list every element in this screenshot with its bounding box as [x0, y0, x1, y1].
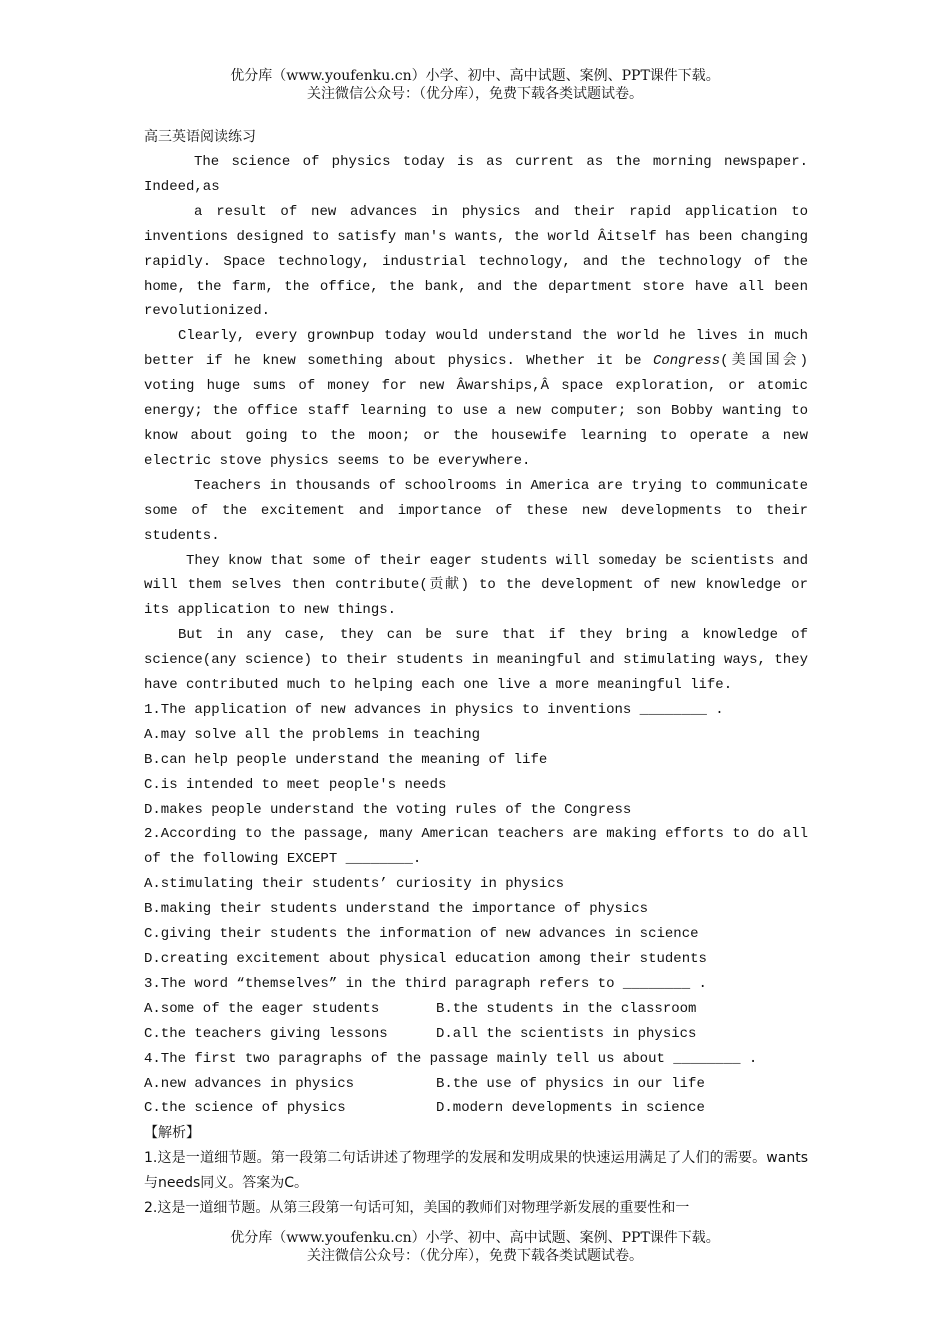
footer-line-2: 关注微信公众号：（优分库），免费下载各类试题试卷。	[307, 1248, 643, 1264]
document-body	[144, 150, 808, 1221]
question-4-options-row-2	[144, 1096, 808, 1121]
question-2-option-a: A.stimulating their students’ curiosity in physics	[144, 876, 565, 893]
passage-paragraph-1: The science of physics today is as current as the morning newspaper. Indeed,as	[144, 154, 808, 195]
passage-paragraph-4: Teachers in thousands of schoolrooms in America are trying to communicate some of the excitement and importance of these new developments to their students.	[144, 477, 808, 544]
page-footer	[0, 1229, 950, 1265]
question-4-option-b: B.the use of physics in our life	[436, 1075, 705, 1092]
question-1-option-c: C.is intended to meet people′s needs	[144, 776, 447, 793]
question-4-options-row-1	[144, 1072, 808, 1097]
question-2-stem: 2.According to the passage, many American teachers are making efforts to do all of the following EXCEPT ________.	[144, 826, 808, 868]
passage-paragraph-5: They know that some of their eager students will someday be scientists and will them selves then contribute(贡献) to the development of new knowledge or its application to new things.	[144, 552, 808, 619]
header-line-2: 关注微信公众号：（优分库），免费下载各类试题试卷。	[307, 86, 643, 102]
question-1-option-b: B.can help people understand the meaning of life	[144, 751, 548, 768]
question-2-option-b: B.making their students understand the importance of physics	[144, 901, 649, 918]
question-3-option-d: D.all the scientists in physics	[436, 1025, 697, 1042]
passage-paragraph-3-part-b: (美国国会) voting huge sums of money for new Âwarships,Â space exploration, or atomic energy; the office staff learning to use a new computer; son Bobby wanting to know about going to the moon; or the housewife learning to operate a new electric stove physics seems to be everywhere.	[144, 353, 808, 469]
question-3-option-b: B.the students in the classroom	[436, 1000, 697, 1017]
question-4-stem: 4.The first two paragraphs of the passage mainly tell us about ________ .	[144, 1050, 758, 1067]
question-4-option-d: D.modern developments in science	[436, 1100, 705, 1117]
document-title: 高三英语阅读练习	[144, 129, 256, 145]
question-4-option-c: C.the science of physics	[144, 1100, 346, 1117]
question-2-option-d: D.creating excitement about physical education among their students	[144, 951, 707, 967]
analysis-heading: 【解析】	[144, 1125, 200, 1142]
passage-paragraph-6: But in any case, they can be sure that if they bring a knowledge of science(any science) to their students in meaningful and stimulating ways, they have contributed much to helping each one live a more meaningful life.	[144, 627, 808, 694]
question-1-option-d: D.makes people understand the voting rules of the Congress	[144, 801, 632, 818]
question-4-option-a: A.new advances in physics	[144, 1075, 355, 1092]
passage-paragraph-3	[144, 324, 808, 473]
question-1-option-a: A.may solve all the problems in teaching	[144, 726, 481, 743]
congress-term: Congress	[652, 353, 721, 370]
question-2-option-c: C.giving their students the information of new advances in science	[144, 926, 699, 943]
analysis-answer-1: 1.这是一道细节题。第一段第二句话讲述了物理学的发展和发明成果的快速运用满足了人们的需要。wants与needs同义。答案为C。	[144, 1150, 808, 1192]
passage-paragraph-2: a result of new advances in physics and their rapid application to inventions designed to satisfy man′s wants, the world Âitself has been changing rapidly. Space technology, industrial technology, and the technology of the home, the farm, the office, the bank, and the department store have all been revolutionized.	[144, 203, 808, 320]
question-3-options-row-1	[144, 997, 808, 1022]
question-3-stem: 3.The word “themselves” in the third paragraph refers to ________ .	[144, 975, 707, 992]
footer-line-1: 优分库（www.youfenku.cn）小学、初中、高中试题、案例、PPT课件下载。	[230, 1230, 720, 1246]
page-header	[0, 67, 950, 103]
question-3-option-a: A.some of the eager students	[144, 1000, 380, 1017]
passage-paragraph-3-part-a: Clearly, every grownÞup today would understand the world he lives in much better if he knew something about physics. Whether it be	[144, 328, 808, 370]
question-3-options-row-2	[144, 1022, 808, 1047]
header-line-1: 优分库（www.youfenku.cn）小学、初中、高中试题、案例、PPT课件下载。	[230, 68, 720, 84]
question-3-option-c: C.the teachers giving lessons	[144, 1025, 388, 1042]
analysis-answer-2: 2.这是一道细节题。从第三段第一句话可知，美国的教师们对物理学新发展的重要性和一	[144, 1200, 690, 1217]
question-1-stem: 1.The application of new advances in physics to inventions ________ .	[144, 701, 724, 718]
